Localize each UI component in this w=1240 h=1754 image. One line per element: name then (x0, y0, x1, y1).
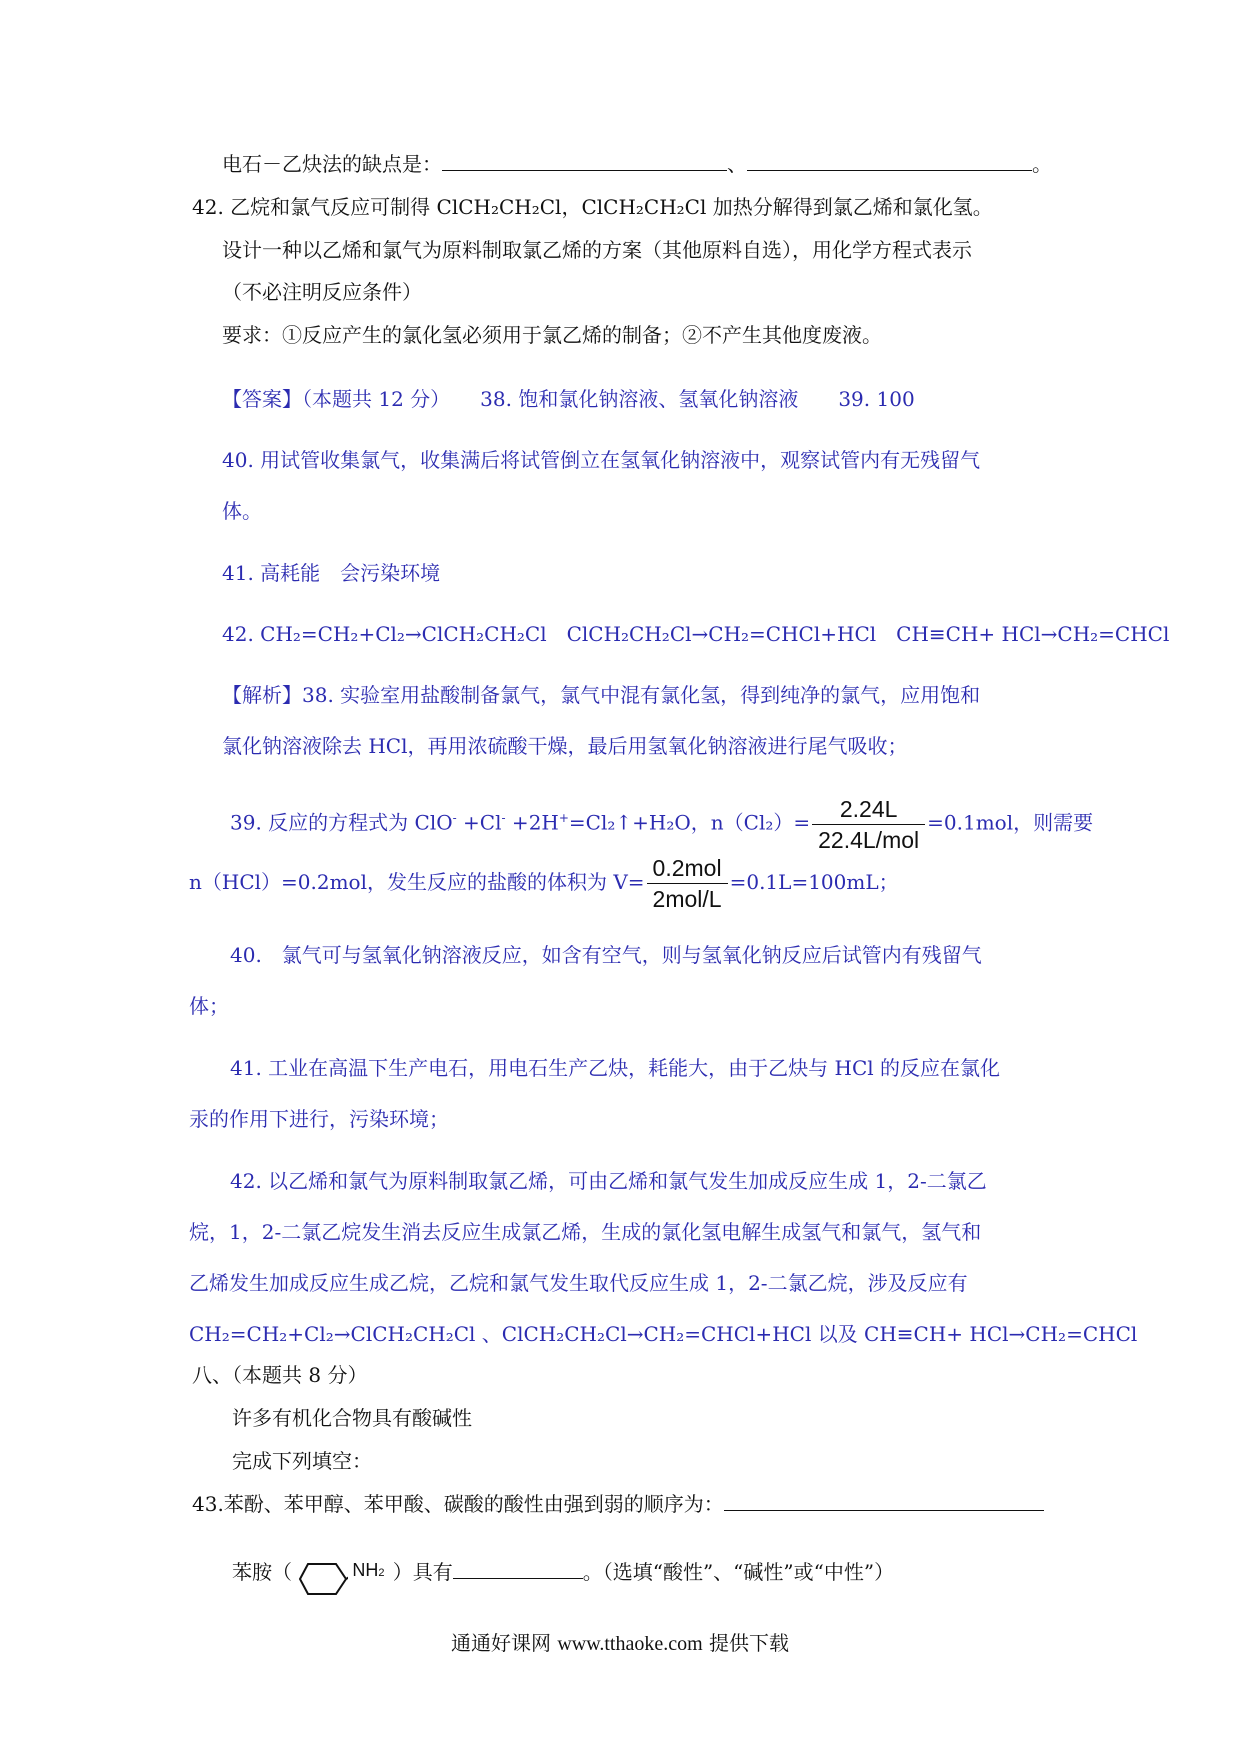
q43-text: 43.苯酚、苯甲醇、苯甲酸、碳酸的酸性由强到弱的顺序为： (192, 1492, 724, 1516)
footer-site-name: 通通好课网 (450, 1631, 551, 1655)
analysis-38-line-2: 氯化钠溶液除去 HCl，再用浓硫酸干燥，最后用氢氧化钠溶液进行尾气吸收； (222, 734, 908, 758)
fraction-2-denominator: 2mol/L (652, 886, 722, 912)
q43-answer-blank[interactable] (724, 1488, 1044, 1511)
fraction-1-numerator: 2.24L (812, 794, 925, 825)
analysis-39-line-2 (189, 852, 899, 914)
answer-tag: 【答案】 (222, 387, 302, 411)
q42-line-1 (192, 192, 993, 222)
aniline-answer-blank[interactable] (453, 1556, 583, 1579)
section-8-title: 八、（本题共 8 分） (192, 1363, 368, 1387)
aniline-line (232, 1552, 894, 1594)
analysis-40-line-1: 40. 氯气可与氢氧化钠溶液反应，如含有空气，则与氢氧化钠反应后试管内有残留气 (230, 943, 982, 967)
aniline-mid: ）具有 (392, 1560, 453, 1584)
charge-minus-2: - (501, 811, 506, 825)
q41-defect-line (222, 148, 1052, 179)
nh-text: NH (352, 1559, 379, 1580)
charge-plus: + (558, 811, 569, 825)
eq-part-3: +2H (505, 810, 559, 835)
eq-part-2: +Cl (456, 810, 502, 835)
q42-line-2: 设计一种以乙烯和氯气为原料制取氯乙烯的方案（其他原料自选），用化学方程式表示 (222, 238, 972, 262)
analysis-38-text: 38. 实验室用盐酸制备氯气，氯气中混有氯化氢，得到纯净的氯气，应用饱和 (302, 683, 981, 707)
aniline-structure (298, 1554, 386, 1594)
section-8-intro-2: 完成下列填空： (232, 1449, 372, 1473)
nh2-subscript: 2 (378, 1566, 385, 1579)
footer-url[interactable]: www.tthaoke.com (557, 1633, 703, 1655)
separator: 、 (727, 152, 747, 176)
analysis-42-line-4: CH₂=CH₂+Cl₂→ClCH₂CH₂Cl 、ClCH₂CH₂Cl→CH₂=CHCl+HCl 以及 CH≡CH+ HCl→CH₂=CHCl (189, 1322, 1138, 1346)
answer-40-line-1: 40. 用试管收集氯气，收集满后将试管倒立在氢氧化钠溶液中，观察试管内有无残留气 (222, 448, 981, 472)
answer-blank-1[interactable] (442, 148, 727, 171)
analysis-41-line-1: 41. 工业在高温下生产电石，用电石生产乙炔，耗能大，由于乙炔与 HCl 的反应在氯化 (230, 1056, 1001, 1080)
analysis-42-line-2: 烷，1，2-二氯乙烷发生消去反应生成氯乙烯，生成的氯化氢电解生成氢气和氯气，氢气和 (189, 1220, 982, 1244)
q42-line-3: （不必注明反应条件） (222, 280, 422, 304)
fraction-2-numerator: 0.2mol (647, 853, 728, 884)
aniline-label: 苯胺（ (232, 1560, 292, 1584)
analysis-39-line-1 (230, 788, 1093, 855)
q42-line-4: 要求：①反应产生的氯化氢必须用于氯乙烯的制备；②不产生其他度废液。 (222, 323, 882, 347)
q43-line (192, 1488, 1044, 1519)
analysis-38-line-1 (222, 680, 980, 710)
answer-41: 41. 高耗能 会污染环境 (222, 561, 441, 585)
analysis-42-line-3: 乙烯发生加成反应生成乙烷，乙烷和氯气发生取代反应生成 1，2-二氯乙烷，涉及反应有 (189, 1271, 968, 1295)
analysis-42-line-1: 42. 以乙烯和氯气为原料制取氯乙烯，可由乙烯和氯气发生加成反应生成 1，2-二氯乙 (230, 1169, 987, 1193)
charge-minus-1: - (452, 811, 457, 825)
aniline-options: 。（选填“酸性”、“碱性”或“中性”） (582, 1560, 895, 1584)
analysis-40-line-2: 体； (189, 994, 229, 1018)
fraction-1 (812, 794, 925, 855)
analysis-tag: 【解析】 (222, 683, 302, 707)
answer-head-text: （本题共 12 分） 38. 饱和氯化钠溶液、氢氧化钠溶液 39. 100 (302, 387, 915, 411)
answer-blank-2[interactable] (747, 148, 1032, 171)
volume-text: n（HCl）=0.2mol，发生反应的盐酸的体积为 V= (189, 870, 645, 894)
page-footer (0, 1628, 1240, 1659)
amino-group (352, 1550, 384, 1593)
eq-part-4: =Cl₂↑+H₂O，n（Cl₂）= (568, 810, 811, 835)
q42-text-1: 乙烷和氯气反应可制得 ClCH₂CH₂Cl，ClCH₂CH₂Cl 加热分解得到氯乙烯和氯化氢。 (230, 195, 993, 219)
period: 。 (1032, 152, 1052, 176)
answer-42: 42. CH₂=CH₂+Cl₂→ClCH₂CH₂Cl ClCH₂CH₂Cl→CH₂=CHCl+HCl CH≡CH+ HCl→CH₂=CHCl (222, 622, 1170, 646)
answer-header (222, 384, 915, 414)
benzene-ring-icon (298, 1562, 348, 1596)
answer-40-line-2: 体。 (222, 499, 262, 523)
eq-part-5: =0.1mol，则需要 (927, 810, 1094, 835)
analysis-41-line-2: 汞的作用下进行，污染环境； (189, 1107, 449, 1131)
eq-part-1: 39. 反应的方程式为 ClO (230, 810, 453, 835)
fraction-2 (647, 853, 728, 914)
volume-result: =0.1L=100mL； (729, 870, 899, 894)
section-8-intro-1: 许多有机化合物具有酸碱性 (232, 1406, 472, 1430)
fraction-1-denominator: 22.4L/mol (818, 826, 920, 853)
q42-number: 42. (192, 195, 224, 219)
q41-defect-label: 电石－乙炔法的缺点是： (222, 152, 442, 176)
footer-tail: 提供下载 (709, 1631, 790, 1655)
